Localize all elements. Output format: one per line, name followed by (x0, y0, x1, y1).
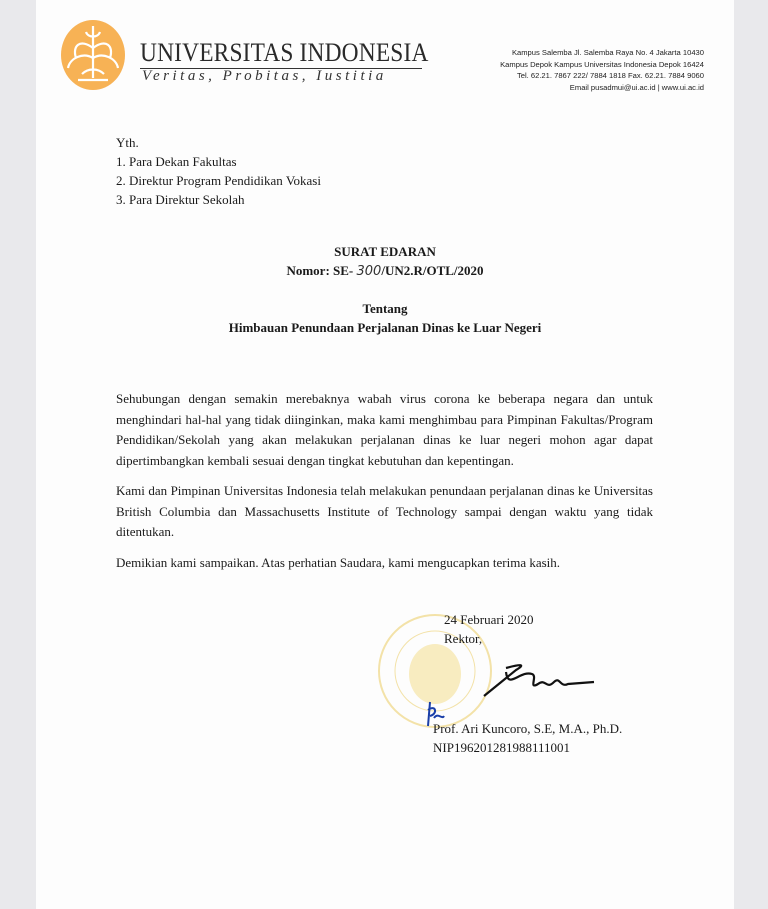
recipient-item: 2. Direktur Program Pendidikan Vokasi (116, 173, 321, 188)
body-paragraph: Sehubungan dengan semakin merebaknya wabah virus corona ke beberapa negara dan untuk menghindari hal-hal yang tidak diinginkan, maka kami menghimbau para Pimpinan Fakultas/Program Pendidikan/Sekolah yang akan melakukan perjalanan dinas ke luar negeri mohon agar dapat dipertimbangkan kembali sesuai dengan tingkat kebutuhan dan kepentingan. (116, 391, 653, 468)
email-web: Email pusadmui@ui.ac.id | www.ui.ac.id (569, 82, 704, 92)
greeting: Yth. (116, 135, 139, 150)
letter-heading: SURAT EDARAN (334, 244, 436, 259)
signature-date: 24 Februari 2020 (444, 612, 534, 627)
signer-name: Prof. Ari Kuncoro, S.E, M.A., Ph.D. (433, 721, 623, 736)
about-label: Tentang (362, 301, 408, 316)
address-salemba: Kampus Salemba Jl. Salemba Raya No. 4 Jakarta 10430 (511, 48, 704, 57)
number-handwritten: 300 (356, 264, 382, 279)
letter-subject: Himbauan Penundaan Perjalanan Dinas ke Luar Negeri (228, 320, 542, 335)
signer-nip: NIP196201281988111001 (433, 740, 570, 755)
recipients (116, 133, 321, 209)
signature-icon (476, 660, 596, 700)
recipient-item: 3. Para Direktur Sekolah (116, 192, 245, 207)
body-paragraph: Demikian kami sampaikan. Atas perhatian Saudara, kami mengucapkan terima kasih. (116, 555, 561, 570)
signature-position: Rektor, (444, 631, 483, 646)
number-suffix: /UN2.R/OTL/2020 (381, 263, 484, 278)
address-block (500, 47, 704, 93)
letter-page (36, 0, 734, 909)
recipient-item: 1. Para Dekan Fakultas (116, 154, 237, 169)
body-paragraph: Kami dan Pimpinan Universitas Indonesia telah melakukan penundaan perjalanan dinas ke Universitas British Columbia dan Massachusetts Institute of Technology sampai dengan waktu yang tidak ditentukan. (116, 483, 653, 539)
number-prefix: Nomor: SE- (286, 263, 354, 278)
university-motto: Veritas, Probitas, Iustitia (142, 68, 387, 84)
phone-fax: Tel. 62.21. 7867 222/ 7884 1818 Fax. 62.21. 7884 9060 (516, 71, 704, 80)
university-logo (58, 18, 128, 92)
address-depok: Kampus Depok Kampus Universitas Indonesia Depok 16424 (500, 59, 704, 69)
letter-number (36, 263, 734, 279)
university-name: UNIVERSITAS INDONESIA (140, 38, 429, 67)
